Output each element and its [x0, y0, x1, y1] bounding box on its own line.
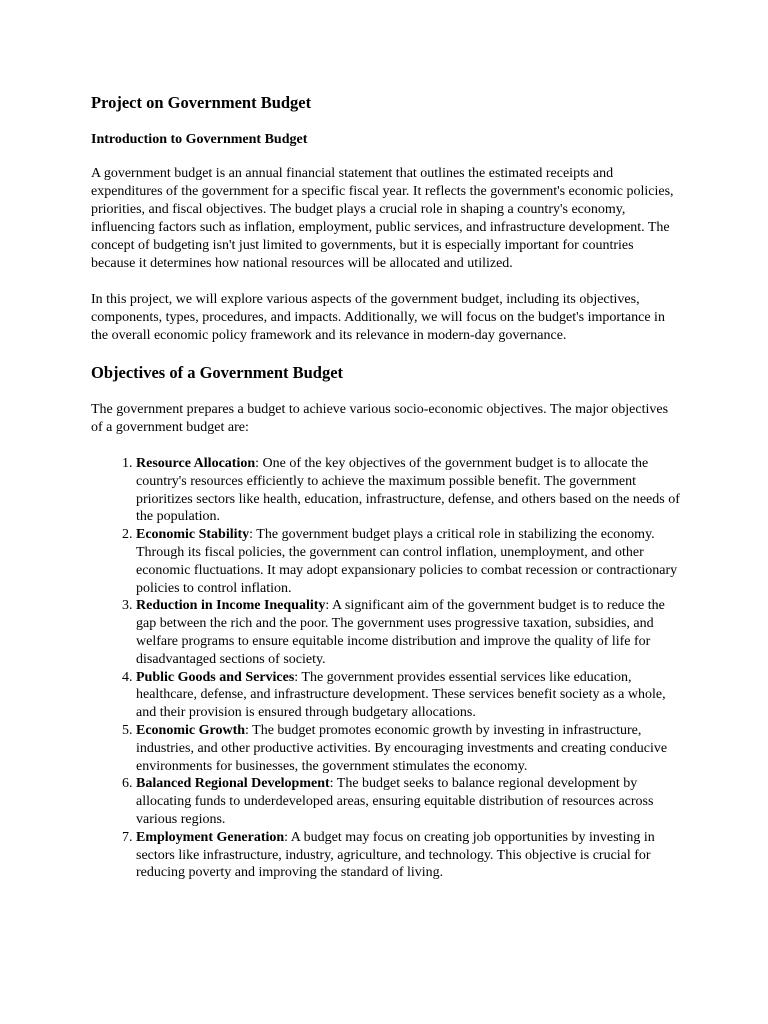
objective-description: : The budget promotes economic growth by investing in infrastructure, industries, and other productive activities. By encouraging investments and creating conducive environments for businesses, the government stimulates the economy. [136, 722, 668, 774]
objective-term: Resource Allocation [136, 456, 256, 471]
objective-description: : The government budget plays a critical role in stabilizing the economy. Through its fiscal policies, the government can control inflation, unemployment, and other economic fluctuations. It may adopt expansionary policies to combat recession or contractionary policies to control inflation. [136, 527, 678, 596]
objectives-heading: Objectives of a Government Budget [91, 363, 344, 382]
introduction-paragraph: A government budget is an annual financial statement that outlines the estimated receipts and expenditures of the government for a specific fiscal year. It reflects the government's economic policies, priorities, and fiscal objectives. The budget plays a crucial role in shaping a country's economy, influencing factors such as inflation, employment, public services, and infrastructure development. The concept of budgeting isn't just limited to governments, but it is especially important for countries because it determines how national resources will be allocated and utilized. [91, 166, 674, 271]
list-item [136, 597, 681, 668]
objective-term: Economic Growth [136, 722, 246, 738]
objective-term: Balanced Regional Development [136, 776, 330, 792]
objective-description: : The budget seeks to balance regional development by allocating funds to underdeveloped areas, ensuring equitable distribution of resources across various regions. [136, 776, 654, 827]
objective-term: Economic Stability [136, 527, 250, 543]
objective-description: : The government provides essential services like education, healthcare, defense, and infrastructure development. These services benefit society as a whole, and their provision is ensured through budgetary allocations. [136, 669, 666, 721]
introduction-heading: Introduction to Government Budget [91, 132, 308, 147]
objectives-intro-paragraph: The government prepares a budget to achieve various socio-economic objectives. The major objectives of a government budget are: [91, 402, 669, 435]
document-page [91, 93, 681, 882]
objective-term: Public Goods and Services [136, 669, 295, 685]
objective-description: : A budget may focus on creating job opportunities by investing in sectors like infrastructure, industry, agriculture, and technology. This objective is crucial for reducing poverty and improving the standard of living. [136, 829, 655, 881]
objective-term: Reduction in Income Inequality [136, 598, 326, 614]
list-item [136, 669, 681, 722]
objective-term: Employment Generation [136, 829, 285, 845]
list-item [136, 775, 681, 828]
objectives-list [91, 455, 681, 882]
project-scope-paragraph: In this project, we will explore various aspects of the government budget, including its objectives, components, types, procedures, and impacts. Additionally, we will focus on the budget's importance in the overall economic policy framework and its relevance in modern-day governance. [91, 292, 665, 343]
objective-description: : One of the key objectives of the government budget is to allocate the country's resources efficiently to achieve the maximum possible benefit. The government prioritizes sectors like health, education, infrastructure, defense, and others based on the needs of the population. [136, 456, 680, 525]
list-item [136, 526, 681, 597]
list-item [136, 829, 681, 882]
objective-description: : A significant aim of the government budget is to reduce the gap between the rich and the poor. The government uses progressive taxation, subsidies, and welfare programs to ensure equitable income distribution and improve the quality of life for disadvantaged sections of society. [136, 598, 665, 667]
list-item [136, 455, 681, 526]
document-title: Project on Government Budget [91, 93, 312, 112]
list-item [136, 722, 681, 775]
